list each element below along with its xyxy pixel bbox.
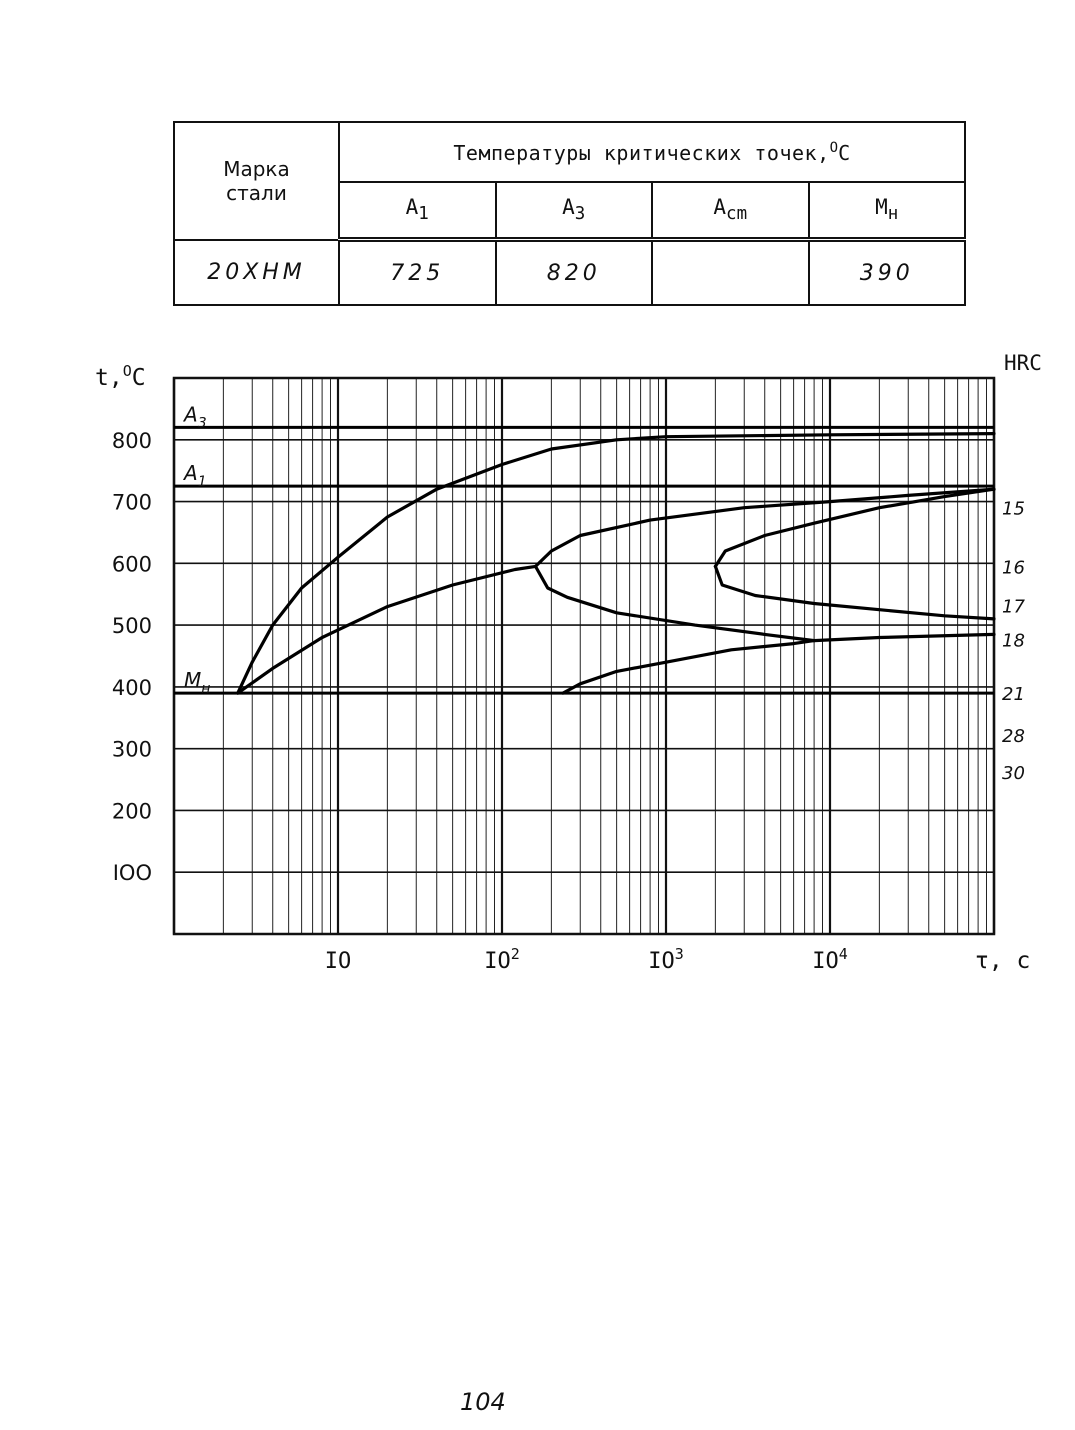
col-header-a1: $A_1$ bbox=[339, 182, 496, 240]
critical-points-table bbox=[173, 121, 966, 306]
col-header-mn: $M_н$ bbox=[809, 182, 966, 240]
cell-grade: 20ХНМ bbox=[174, 240, 339, 306]
hrc-label-5: 28 bbox=[1002, 726, 1025, 748]
plot-frame bbox=[174, 378, 994, 934]
page-number: 104 bbox=[460, 1388, 506, 1416]
hrc-label-2: 17 bbox=[1002, 596, 1025, 618]
degree-sup: O bbox=[829, 139, 839, 156]
cell-mn: 390 bbox=[809, 240, 966, 306]
y-tick-label-7: 800 bbox=[111, 428, 152, 453]
series-curve-2 bbox=[536, 566, 815, 640]
reference-label-2: $M_н$ bbox=[184, 668, 211, 698]
hrc-label-4: 21 bbox=[1002, 684, 1025, 706]
x-tick-label-2: $IO^3$ bbox=[648, 945, 684, 974]
col-header-a3: $A_3$ bbox=[496, 182, 653, 240]
ttt-diagram bbox=[0, 330, 1075, 990]
reference-label-0: $A_3$ bbox=[184, 402, 207, 432]
steel-grade-header: Марка стали bbox=[174, 122, 339, 240]
x-tick-label-0: IO bbox=[324, 949, 352, 974]
series-curve-3 bbox=[563, 634, 994, 693]
y-axis-label: t,$^O$C bbox=[95, 362, 146, 391]
y-tick-label-6: 700 bbox=[111, 490, 152, 515]
cell-a3: 820 bbox=[496, 240, 653, 306]
x-axis-label: τ, с bbox=[975, 948, 1031, 974]
y-tick-label-0: IOO bbox=[112, 861, 152, 886]
hrc-axis-label: HRC bbox=[1004, 351, 1042, 375]
cell-acm bbox=[652, 240, 809, 306]
series-curve-4 bbox=[715, 566, 994, 619]
hrc-label-0: 15 bbox=[1002, 498, 1025, 520]
hrc-label-3: 18 bbox=[1002, 630, 1025, 652]
table-row bbox=[174, 240, 965, 306]
hrc-label-6: 30 bbox=[1002, 763, 1025, 785]
col-header-acm: $A_{cm}$ bbox=[652, 182, 809, 240]
series-curve-1 bbox=[238, 489, 994, 693]
critical-temperatures-title: Температуры критических точек, bbox=[453, 140, 830, 165]
y-tick-label-5: 600 bbox=[111, 552, 152, 577]
x-tick-label-1: $IO^2$ bbox=[484, 945, 520, 974]
y-tick-label-2: 300 bbox=[111, 737, 152, 762]
cell-a1: 725 bbox=[339, 240, 496, 306]
y-tick-label-4: 500 bbox=[111, 614, 152, 639]
reference-label-1: $A_1$ bbox=[184, 461, 207, 491]
celsius-unit: C bbox=[838, 140, 851, 165]
critical-temperatures-header bbox=[339, 122, 965, 182]
y-tick-label-1: 200 bbox=[111, 799, 152, 824]
y-tick-label-3: 400 bbox=[111, 675, 152, 700]
hrc-label-1: 16 bbox=[1002, 557, 1025, 579]
x-tick-label-3: $IO^4$ bbox=[812, 945, 848, 974]
